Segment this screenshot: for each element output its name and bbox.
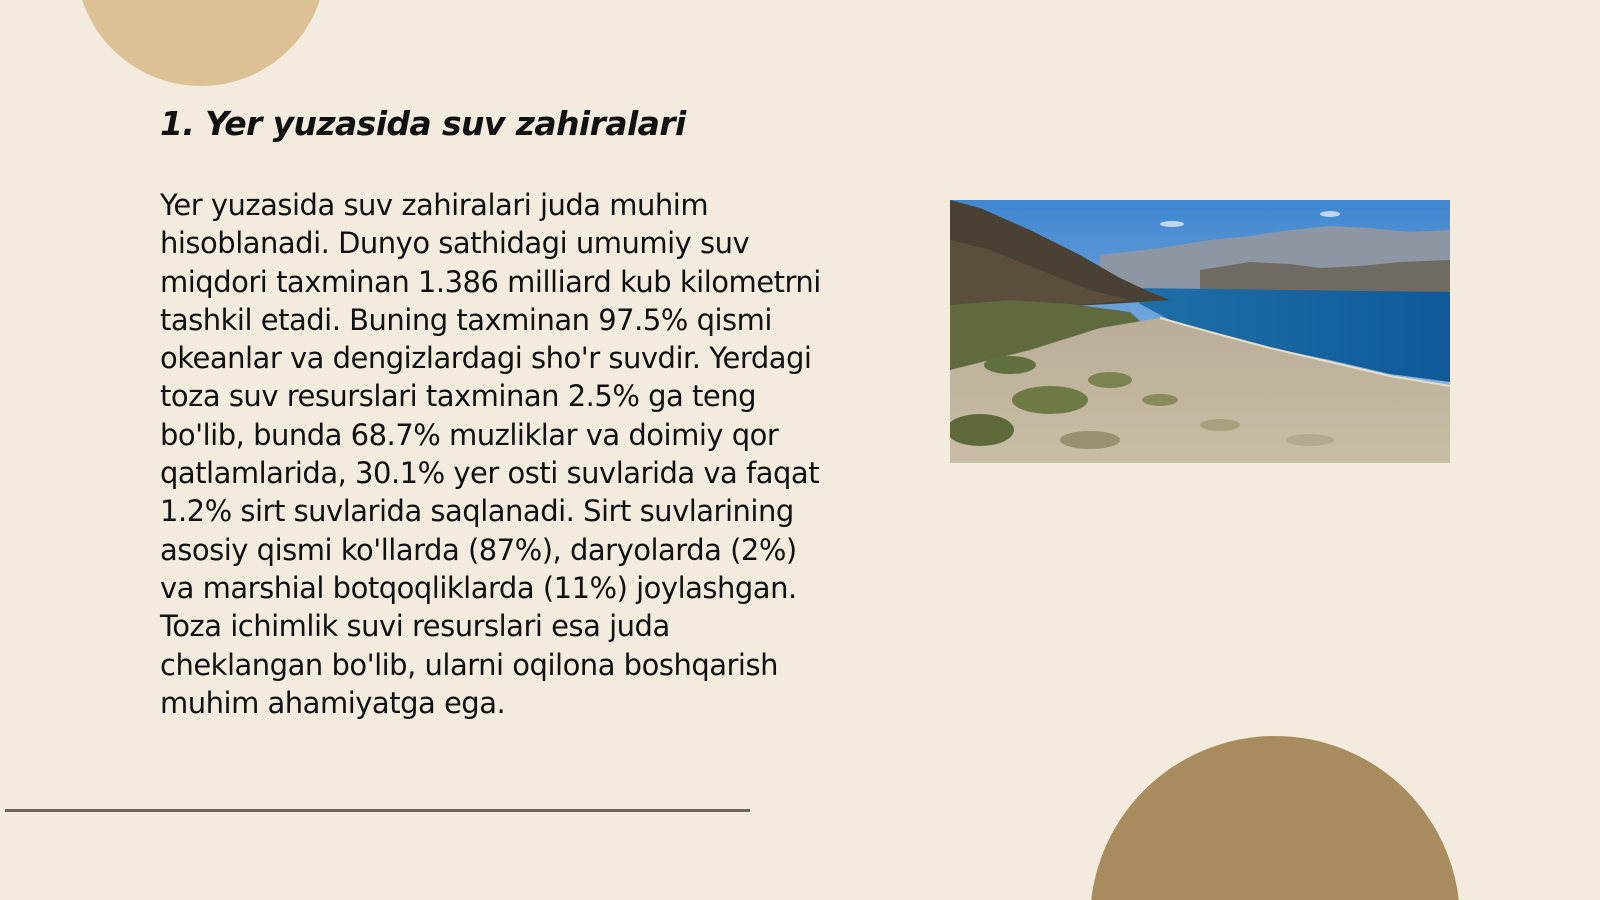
decorative-circle-bottom: [1090, 736, 1460, 900]
lake-landscape-photo: [950, 200, 1450, 463]
decorative-circle-top: [76, 0, 326, 86]
divider-line: [5, 809, 750, 812]
slide-title: 1. Yer yuzasida suv zahiralari: [160, 104, 686, 143]
slide-paragraph: Yer yuzasida suv zahiralari juda muhim hisoblanadi. Dunyo sathidagi umumiy suv miqdori taxminan 1.386 milliard kub kilometrni tashkil etadi. Buning taxminan 97.5% qismi okeanlar va dengizlardagi sho'r suvdir. Yerdagi toza suv resurslari taxminan 2.5% ga teng bo'lib, bunda 68.7% muzliklar va doimiy qor qatlamlarida, 30.1% yer osti suvlarida va faqat 1.2% sirt suvlarida saqlanadi. Sirt suvlarining asosiy qismi ko'llarda (87%), daryolarda (2%) va marshial botqoqliklarda (11%) joylashgan. Toza ichimlik suvi resurslari esa juda cheklangan bo'lib, ularni oqilona boshqarish muhim ahamiyatga ega.: [160, 188, 821, 720]
